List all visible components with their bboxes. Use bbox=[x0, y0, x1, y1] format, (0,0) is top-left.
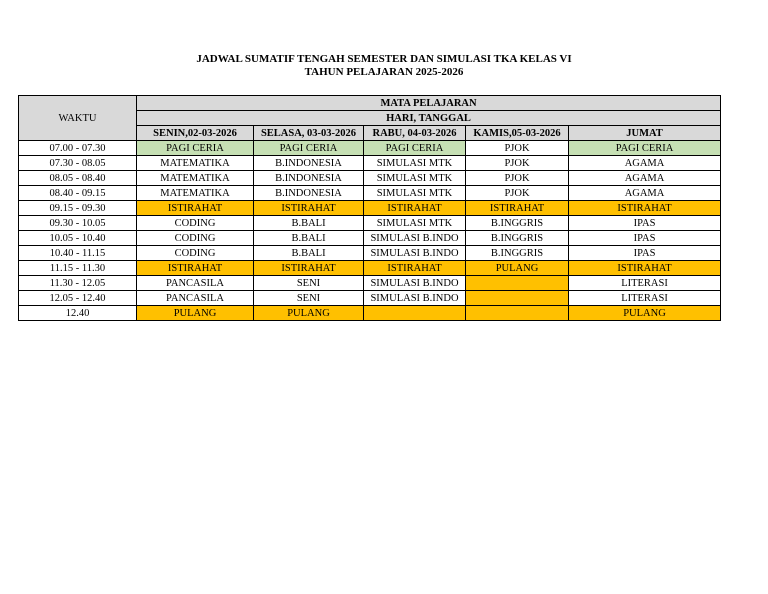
time-cell: 08.05 - 08.40 bbox=[19, 171, 137, 186]
subject-cell-kamis: PJOK bbox=[466, 156, 569, 171]
subject-cell-jumat: AGAMA bbox=[569, 186, 721, 201]
subject-cell-selasa: B.BALI bbox=[254, 246, 364, 261]
subject-cell-senin: MATEMATIKA bbox=[137, 171, 254, 186]
document-title bbox=[0, 53, 768, 79]
title-line-2: TAHUN PELAJARAN 2025-2026 bbox=[304, 66, 464, 78]
subject-cell-jumat: ISTIRAHAT bbox=[569, 201, 721, 216]
subject-cell-jumat: PAGI CERIA bbox=[569, 141, 721, 156]
subject-cell-rabu: SIMULASI B.INDO bbox=[364, 291, 466, 306]
subject-cell-jumat: IPAS bbox=[569, 231, 721, 246]
table-row bbox=[19, 201, 721, 216]
table-row bbox=[19, 156, 721, 171]
table-row bbox=[19, 306, 721, 321]
time-cell: 12.05 - 12.40 bbox=[19, 291, 137, 306]
subject-cell-senin: MATEMATIKA bbox=[137, 156, 254, 171]
table-row bbox=[19, 171, 721, 186]
subject-cell-kamis: PJOK bbox=[466, 171, 569, 186]
schedule-table bbox=[18, 95, 721, 321]
subject-cell-rabu: SIMULASI MTK bbox=[364, 186, 466, 201]
title-line-1: JADWAL SUMATIF TENGAH SEMESTER DAN SIMULASI TKA KELAS VI bbox=[196, 53, 572, 65]
day-header-senin: SENIN,02-03-2026 bbox=[137, 126, 254, 141]
table-row bbox=[19, 231, 721, 246]
subject-cell-selasa: SENI bbox=[254, 276, 364, 291]
subject-cell-selasa: SENI bbox=[254, 291, 364, 306]
schedule-body bbox=[19, 141, 721, 321]
table-row bbox=[19, 246, 721, 261]
subject-cell-kamis bbox=[466, 276, 569, 291]
day-header-rabu: RABU, 04-03-2026 bbox=[364, 126, 466, 141]
table-row bbox=[19, 261, 721, 276]
subject-cell-senin: PULANG bbox=[137, 306, 254, 321]
subject-cell-jumat: AGAMA bbox=[569, 156, 721, 171]
day-header-selasa: SELASA, 03-03-2026 bbox=[254, 126, 364, 141]
subject-cell-jumat: LITERASI bbox=[569, 276, 721, 291]
subject-cell-senin: MATEMATIKA bbox=[137, 186, 254, 201]
subject-cell-selasa: B.BALI bbox=[254, 216, 364, 231]
time-cell: 10.05 - 10.40 bbox=[19, 231, 137, 246]
subject-cell-senin: ISTIRAHAT bbox=[137, 261, 254, 276]
subject-cell-kamis: PJOK bbox=[466, 141, 569, 156]
time-cell: 11.30 - 12.05 bbox=[19, 276, 137, 291]
subject-cell-senin: CODING bbox=[137, 246, 254, 261]
subject-cell-kamis: PULANG bbox=[466, 261, 569, 276]
subject-cell-senin: ISTIRAHAT bbox=[137, 201, 254, 216]
subject-cell-selasa: ISTIRAHAT bbox=[254, 201, 364, 216]
time-cell: 12.40 bbox=[19, 306, 137, 321]
time-cell: 08.40 - 09.15 bbox=[19, 186, 137, 201]
subject-cell-rabu: SIMULASI MTK bbox=[364, 216, 466, 231]
subject-cell-selasa: PULANG bbox=[254, 306, 364, 321]
subject-cell-rabu: ISTIRAHAT bbox=[364, 201, 466, 216]
day-header-jumat: JUMAT bbox=[569, 126, 721, 141]
subject-cell-rabu: SIMULASI B.INDO bbox=[364, 276, 466, 291]
time-cell: 11.15 - 11.30 bbox=[19, 261, 137, 276]
subject-cell-senin: CODING bbox=[137, 216, 254, 231]
subject-cell-rabu: PAGI CERIA bbox=[364, 141, 466, 156]
subject-cell-rabu: SIMULASI MTK bbox=[364, 156, 466, 171]
subject-cell-jumat: AGAMA bbox=[569, 171, 721, 186]
subject-cell-kamis bbox=[466, 306, 569, 321]
time-cell: 09.15 - 09.30 bbox=[19, 201, 137, 216]
subject-cell-selasa: B.INDONESIA bbox=[254, 171, 364, 186]
table-row bbox=[19, 186, 721, 201]
subject-cell-rabu: SIMULASI B.INDO bbox=[364, 246, 466, 261]
subject-cell-rabu: SIMULASI MTK bbox=[364, 171, 466, 186]
subject-cell-rabu: SIMULASI B.INDO bbox=[364, 231, 466, 246]
subject-cell-jumat: IPAS bbox=[569, 216, 721, 231]
time-cell: 10.40 - 11.15 bbox=[19, 246, 137, 261]
subject-cell-jumat: LITERASI bbox=[569, 291, 721, 306]
subject-cell-senin: PANCASILA bbox=[137, 291, 254, 306]
table-row bbox=[19, 216, 721, 231]
subject-cell-kamis: PJOK bbox=[466, 186, 569, 201]
subject-cell-senin: PAGI CERIA bbox=[137, 141, 254, 156]
table-row bbox=[19, 291, 721, 306]
waktu-header: WAKTU bbox=[19, 96, 137, 141]
time-cell: 07.30 - 08.05 bbox=[19, 156, 137, 171]
subject-cell-jumat: PULANG bbox=[569, 306, 721, 321]
subject-cell-kamis: B.INGGRIS bbox=[466, 216, 569, 231]
time-cell: 09.30 - 10.05 bbox=[19, 216, 137, 231]
subject-cell-selasa: B.BALI bbox=[254, 231, 364, 246]
hari-tanggal-header: HARI, TANGGAL bbox=[137, 111, 721, 126]
subject-cell-jumat: IPAS bbox=[569, 246, 721, 261]
subject-cell-kamis: ISTIRAHAT bbox=[466, 201, 569, 216]
subject-cell-selasa: ISTIRAHAT bbox=[254, 261, 364, 276]
subject-cell-kamis: B.INGGRIS bbox=[466, 246, 569, 261]
time-cell: 07.00 - 07.30 bbox=[19, 141, 137, 156]
subject-cell-rabu bbox=[364, 306, 466, 321]
subject-cell-selasa: PAGI CERIA bbox=[254, 141, 364, 156]
subject-cell-kamis bbox=[466, 291, 569, 306]
subject-cell-selasa: B.INDONESIA bbox=[254, 156, 364, 171]
table-row bbox=[19, 276, 721, 291]
subject-cell-kamis: B.INGGRIS bbox=[466, 231, 569, 246]
table-row bbox=[19, 141, 721, 156]
subject-cell-senin: PANCASILA bbox=[137, 276, 254, 291]
day-header-kamis: KAMIS,05-03-2026 bbox=[466, 126, 569, 141]
subject-cell-selasa: B.INDONESIA bbox=[254, 186, 364, 201]
subject-cell-jumat: ISTIRAHAT bbox=[569, 261, 721, 276]
mata-pelajaran-header: MATA PELAJARAN bbox=[137, 96, 721, 111]
subject-cell-rabu: ISTIRAHAT bbox=[364, 261, 466, 276]
subject-cell-senin: CODING bbox=[137, 231, 254, 246]
